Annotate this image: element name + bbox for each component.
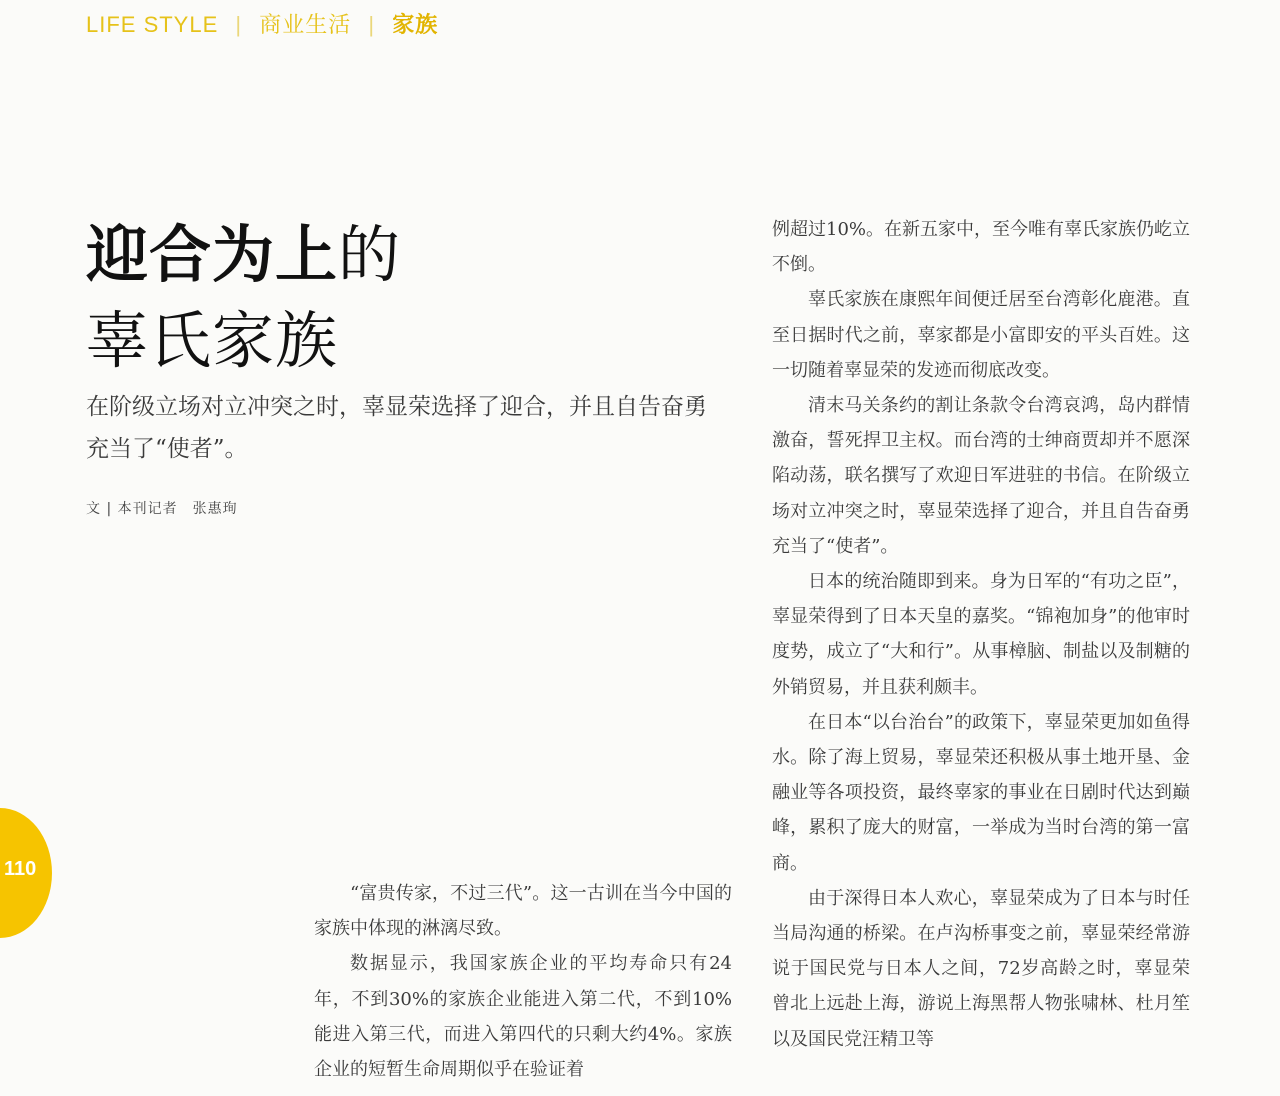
body-paragraph: 由于深得日本人欢心，辜显荣成为了日本与时任当局沟通的桥梁。在卢沟桥事变之前，辜显荣经常游说于国民党与日本人之间，72岁高龄之时，辜显荣曾北上远赴上海，游说上海黑帮人物张啸林、杜月笙以及国民党汪精卫等 <box>772 887 1190 1050</box>
category-label: 商业生活 <box>259 12 352 37</box>
current-category-label: 家族 <box>392 12 439 37</box>
body-column-right <box>772 212 1190 1057</box>
title-line-1 <box>86 212 401 298</box>
body-paragraph: 辜氏家族在康熙年间便迁居至台湾彰化鹿港。直至日据时代之前，辜家都是小富即安的平头百姓。这一切随着辜显荣的发迹而彻底改变。 <box>772 289 1190 381</box>
title-line-2: 辜氏家族 <box>86 304 339 377</box>
body-paragraph: 例超过10%。在新五家中，至今唯有辜氏家族仍屹立不倒。 <box>772 219 1191 276</box>
body-paragraph: 数据显示，我国家族企业的平均寿命只有24年，不到30%的家族企业能进入第二代，不到10%能进入第三代，而进入第四代的只剩大约4%。家族企业的短暂生命周期似乎在验证着 <box>314 953 732 1081</box>
byline: 文 | 本刊记者 张惠珣 <box>86 501 238 517</box>
article-title <box>86 212 401 384</box>
header-separator: | <box>235 12 243 37</box>
title-line-1-bold: 迎合为上 <box>86 218 339 291</box>
body-paragraph: 日本的统治随即到来。身为日军的“有功之臣”，辜显荣得到了日本天皇的嘉奖。“锦袍加身”的他审时度势，成立了“大和行”。从事樟脑、制盐以及制糖的外销贸易，并且获利颇丰。 <box>772 571 1190 698</box>
section-label: LIFE STYLE <box>86 12 219 37</box>
title-line-1-light: 的 <box>338 218 402 291</box>
section-header <box>86 8 438 39</box>
body-paragraph: 在日本“以台治台”的政策下，辜显荣更加如鱼得水。除了海上贸易，辜显荣还积极从事土地开垦、金融业等各项投资，最终辜家的事业在日剧时代达到巅峰，累积了庞大的财富，一举成为当时台湾的第一富商。 <box>772 711 1190 874</box>
header-separator: | <box>368 12 376 37</box>
body-paragraph: “富贵传家，不过三代”。这一古训在当今中国的家族中体现的淋漓尽致。 <box>314 883 732 940</box>
body-paragraph: 清末马关条约的割让条款令台湾哀鸿，岛内群情激奋，誓死捍卫主权。而台湾的士绅商贾却并不愿深陷动荡，联名撰写了欢迎日军进驻的书信。在阶级立场对立冲突之时，辜显荣选择了迎合，并且自告奋勇充当了“使者”。 <box>772 395 1190 557</box>
body-column-left <box>314 876 732 1087</box>
page-number: 110 <box>4 858 37 880</box>
article-deck: 在阶级立场对立冲突之时，辜显荣选择了迎合，并且自告奋勇充当了“使者”。 <box>86 394 707 462</box>
